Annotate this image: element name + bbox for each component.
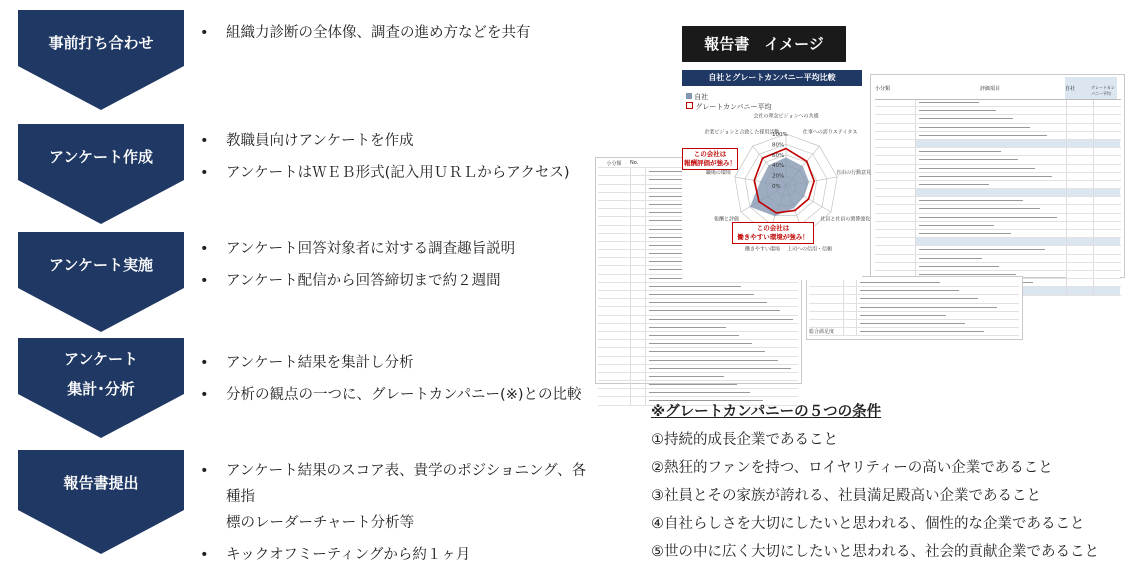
step-label-1: [18, 28, 184, 58]
bullet-item: • 分析の観点の一つに、グレートカンパニー(※)との比較: [196, 382, 596, 408]
right-table-row: [875, 214, 1121, 222]
right-table-row: [875, 132, 1121, 140]
right-table-col-4: グレートカンパニー平均: [1091, 77, 1117, 99]
step-bullets-4: [196, 350, 596, 408]
right-table-row: [875, 230, 1121, 238]
callout-reward-line-2: 報酬評価が強み！: [684, 159, 736, 167]
step-chevron-3: [18, 232, 184, 332]
left-table-row: [598, 283, 798, 291]
detail-table-row: [809, 287, 1019, 295]
callout-reward: [682, 148, 738, 170]
step-label-line: 集計･分析: [67, 380, 135, 398]
radar-tick-label: 100%: [772, 132, 788, 138]
report-summary-table: [870, 74, 1125, 278]
radar-tick-label: 40%: [772, 163, 785, 170]
step-label-line: アンケート: [63, 350, 139, 368]
bullet-item: • アンケートはＷＥＢ形式(記入用ＵＲＬからアクセス): [196, 160, 596, 186]
right-table-col-2: 評価項目: [979, 86, 1000, 92]
radar-axis-label: 企業ビジョンと合致した採用活動: [704, 129, 780, 136]
right-table-row: [875, 165, 1121, 173]
total-satisfaction-label: 総合満足度: [809, 328, 844, 335]
bullet-item: • 教職員向けアンケートを作成: [196, 128, 596, 154]
radar-axis-label: 上司への信用・信頼: [786, 246, 832, 253]
step-label-line: 事前打ち合わせ: [48, 34, 154, 52]
step-label-5: [18, 468, 184, 498]
radar-axis-label: 自由の行動意見: [836, 170, 872, 177]
radar-axis-label: 仕事への誇りステイタス: [802, 129, 858, 136]
radar-axis-label: 報酬と評価: [714, 216, 740, 223]
step-bullets-1: [196, 20, 596, 46]
callout-environment-line-1: この会社は: [756, 224, 790, 232]
left-table-row: [598, 357, 798, 365]
right-table-row: [875, 238, 1121, 246]
callout-reward-line-1: この会社は: [693, 150, 727, 158]
left-table-row: [598, 291, 798, 299]
right-table-row: [875, 107, 1121, 115]
detail-table-row: [809, 279, 1019, 287]
left-table-row: [598, 381, 798, 389]
radar-axis-label: 働きやすい環境: [745, 246, 781, 253]
conditions-title: ※グレートカンパニーの５つの条件: [651, 404, 882, 420]
bullet-item: • アンケート結果のスコア表、貴学のポジショニング、各種指: [196, 458, 596, 510]
left-table-row: [598, 389, 798, 397]
step-label-3: [18, 250, 184, 280]
condition-item: ①持続的成長企業であること: [651, 432, 838, 448]
left-table-row: [598, 365, 798, 373]
left-table-row: [598, 348, 798, 356]
step-bullets-3: [196, 236, 596, 294]
step-label-4: [18, 344, 184, 404]
radar-axis-label: 会社の理念ビジョンへの共感: [753, 113, 819, 120]
great-company-conditions: [651, 398, 1111, 566]
bullet-item: • 組織力診断の全体像、調査の進め方などを共有: [196, 20, 596, 46]
right-table-row: [875, 205, 1121, 213]
legend-self-label: 自社: [694, 93, 709, 101]
right-table-row: [875, 263, 1121, 271]
step-bullets-5: [196, 458, 596, 568]
detail-table-row: [809, 295, 1019, 303]
condition-item: ③社員とその家族が誇れる、社員満足殿高い企業であること: [651, 488, 1041, 504]
callout-environment: [732, 222, 814, 244]
left-table-row: [598, 307, 798, 315]
detail-table-row: [809, 312, 1019, 320]
bullet-item: • アンケート回答対象者に対する調査趣旨説明: [196, 236, 596, 262]
left-table-row: [598, 340, 798, 348]
left-table-row: [598, 299, 798, 307]
legend-great-label: グレートカンパニー平均: [695, 103, 772, 111]
right-table-row: [875, 197, 1121, 205]
right-table-row: [875, 115, 1121, 123]
left-table-col-1: 小分類: [606, 161, 622, 167]
radar-chart-title: 自社とグレートカンパニー平均比較: [682, 70, 862, 86]
step-label-2: [18, 142, 184, 172]
detail-table-row: [809, 328, 1019, 336]
radar-tick-label: 60%: [772, 152, 785, 159]
radar-tick-label: 0%: [772, 184, 781, 190]
left-table-row: [598, 373, 798, 381]
right-table-row: [875, 181, 1121, 189]
left-table-col-2: No.: [630, 160, 639, 166]
step-chevron-2: [18, 124, 184, 224]
right-table-row: [875, 99, 1121, 107]
bullet-item: • アンケート配信から回答締切まで約２週間: [196, 268, 596, 294]
right-table-row: [875, 124, 1121, 132]
condition-item: ⑤世の中に広く大切にしたいと思われる、社会的貢献企業であること: [651, 544, 1099, 560]
right-table-row: [875, 173, 1121, 181]
right-table-row: [875, 140, 1121, 148]
step-chevron-5: [18, 450, 184, 554]
radar-tick-label: 20%: [772, 173, 785, 180]
right-table-row: [875, 222, 1121, 230]
right-table-row: [875, 246, 1121, 254]
step-label-line: 報告書提出: [63, 474, 139, 492]
bullet-item: 標のレーダーチャート分析等: [226, 515, 415, 531]
radar-axis-label: 職場の環境: [705, 170, 731, 177]
step-label-line: アンケート作成: [48, 148, 154, 166]
callout-environment-line-2: 働きやすい環境が強み！: [737, 233, 809, 241]
right-table-row: [875, 189, 1121, 197]
bullet-item: • アンケート結果を集計し分析: [196, 350, 596, 376]
radar-chart: [682, 70, 872, 280]
report-image-title: 報告書 イメージ: [682, 26, 846, 62]
bullet-item: • キックオフミーティングから約１ヶ月: [196, 542, 596, 568]
right-table-col-1: 小分類: [875, 86, 891, 92]
left-table-row: [598, 316, 798, 324]
condition-item: ④自社らしさを大切にしたいと思われる、個性的な企業であること: [651, 516, 1085, 532]
right-table-row: [875, 148, 1121, 156]
condition-item: ②熱狂的ファンを持つ、ロイヤリティーの高い企業であること: [651, 460, 1053, 476]
step-bullets-2: [196, 128, 596, 186]
left-table-row: [598, 332, 798, 340]
step-chevron-4: [18, 338, 184, 438]
step-chevron-1: [18, 10, 184, 110]
radar-tick-label: 80%: [772, 142, 785, 149]
detail-table-row: [809, 320, 1019, 328]
right-table-row: [875, 255, 1121, 263]
radar-chart-panel: [682, 70, 872, 280]
right-table-col-3: 自社: [1065, 77, 1091, 99]
step-label-line: アンケート実施: [48, 256, 154, 274]
right-table-row: [875, 156, 1121, 164]
radar-axis-label: 社員と社員の関係強化: [820, 216, 871, 223]
report-detail-table: [806, 276, 1023, 340]
left-table-row: [598, 324, 798, 332]
detail-table-row: [809, 304, 1019, 312]
